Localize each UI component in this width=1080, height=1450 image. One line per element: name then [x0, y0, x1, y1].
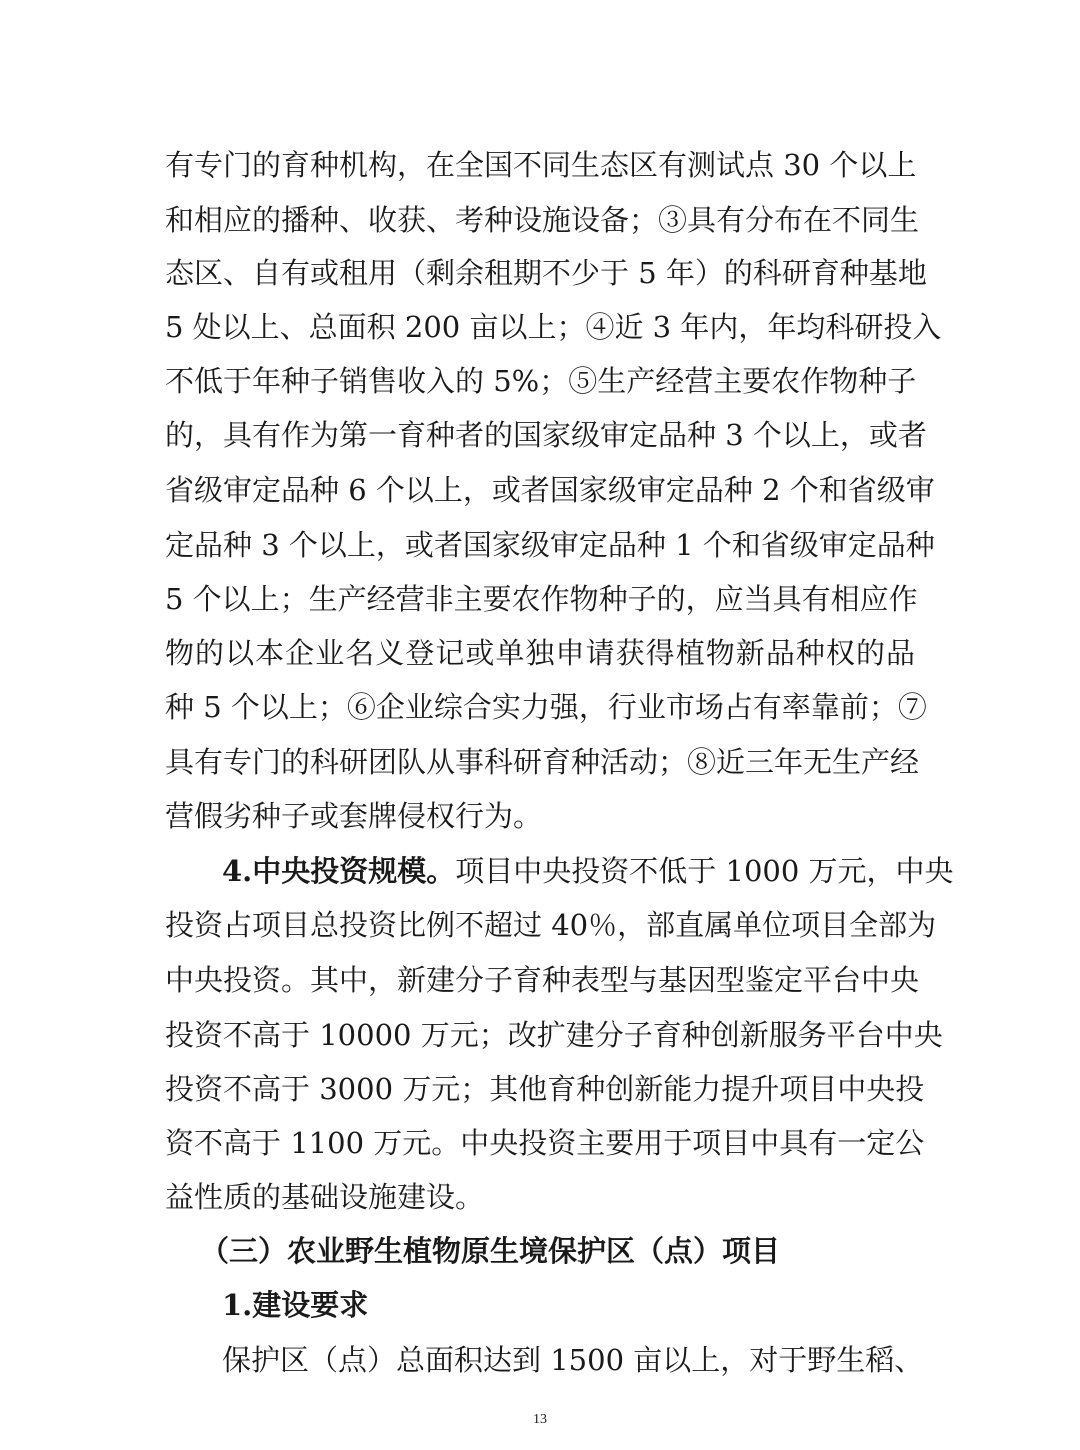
text-line: 中央投资。其中，新建分子育种表型与基因型鉴定平台中央: [165, 963, 920, 997]
text-line: 有专门的育种机构，在全国不同生态区有测试点 30 个以上: [165, 148, 917, 182]
text-line: 资不高于 1100 万元。中央投资主要用于项目中具有一定公: [165, 1126, 925, 1160]
text-line: 5 处以上、总面积 200 亩以上；④近 3 年内，年均科研投入: [165, 310, 942, 344]
paragraph-heading: 4.中央投资规模。: [222, 854, 456, 888]
text-line: 保护区（点）总面积达到 1500 亩以上，对于野生稻、: [222, 1343, 924, 1377]
subheading: 1.建设要求: [222, 1288, 369, 1322]
text-line: 态区、自有或租用（剩余租期不少于 5 年）的科研育种基地: [165, 256, 927, 290]
page-number: 13: [533, 1412, 547, 1427]
text-line: 的，具有作为第一育种者的国家级审定品种 3 个以上，或者: [165, 418, 927, 452]
text-line: 益性质的基础设施建设。: [165, 1180, 485, 1214]
text-line: 投资不高于 3000 万元；其他育种创新能力提升项目中央投: [165, 1072, 925, 1106]
text-line: [222, 851, 954, 891]
text-line: 省级审定品种 6 个以上，或者国家级审定品种 2 个和省级审: [165, 473, 935, 507]
text-line: 种 5 个以上；⑥企业综合实力强，行业市场占有率靠前；⑦: [165, 690, 927, 724]
text-line: 5 个以上；生产经营非主要农作物种子的，应当具有相应作: [165, 582, 918, 616]
text-line: 和相应的播种、收获、考种设施设备；③具有分布在不同生: [165, 203, 920, 237]
text-line: 物的以本企业名义登记或单独申请获得植物新品种权的品: [165, 636, 915, 670]
text-line: 投资不高于 10000 万元；改扩建分子育种创新服务平台中央: [165, 1018, 943, 1052]
text-line: 具有专门的科研团队从事科研育种活动；⑧近三年无生产经: [165, 745, 920, 779]
text-line: 定品种 3 个以上，或者国家级审定品种 1 个和省级审定品种: [165, 528, 935, 562]
text-line: 不低于年种子销售收入的 5%；⑤生产经营主要农作物种子: [165, 364, 917, 398]
paragraph-text: 项目中央投资不低于 1000 万元，中央: [455, 854, 954, 888]
text-line: 营假劣种子或套牌侵权行为。: [165, 799, 543, 833]
section-heading: （三）农业野生植物原生境保护区（点）项目: [200, 1234, 781, 1268]
text-line: 投资占项目总投资比例不超过 40％，部直属单位项目全部为: [165, 908, 937, 942]
